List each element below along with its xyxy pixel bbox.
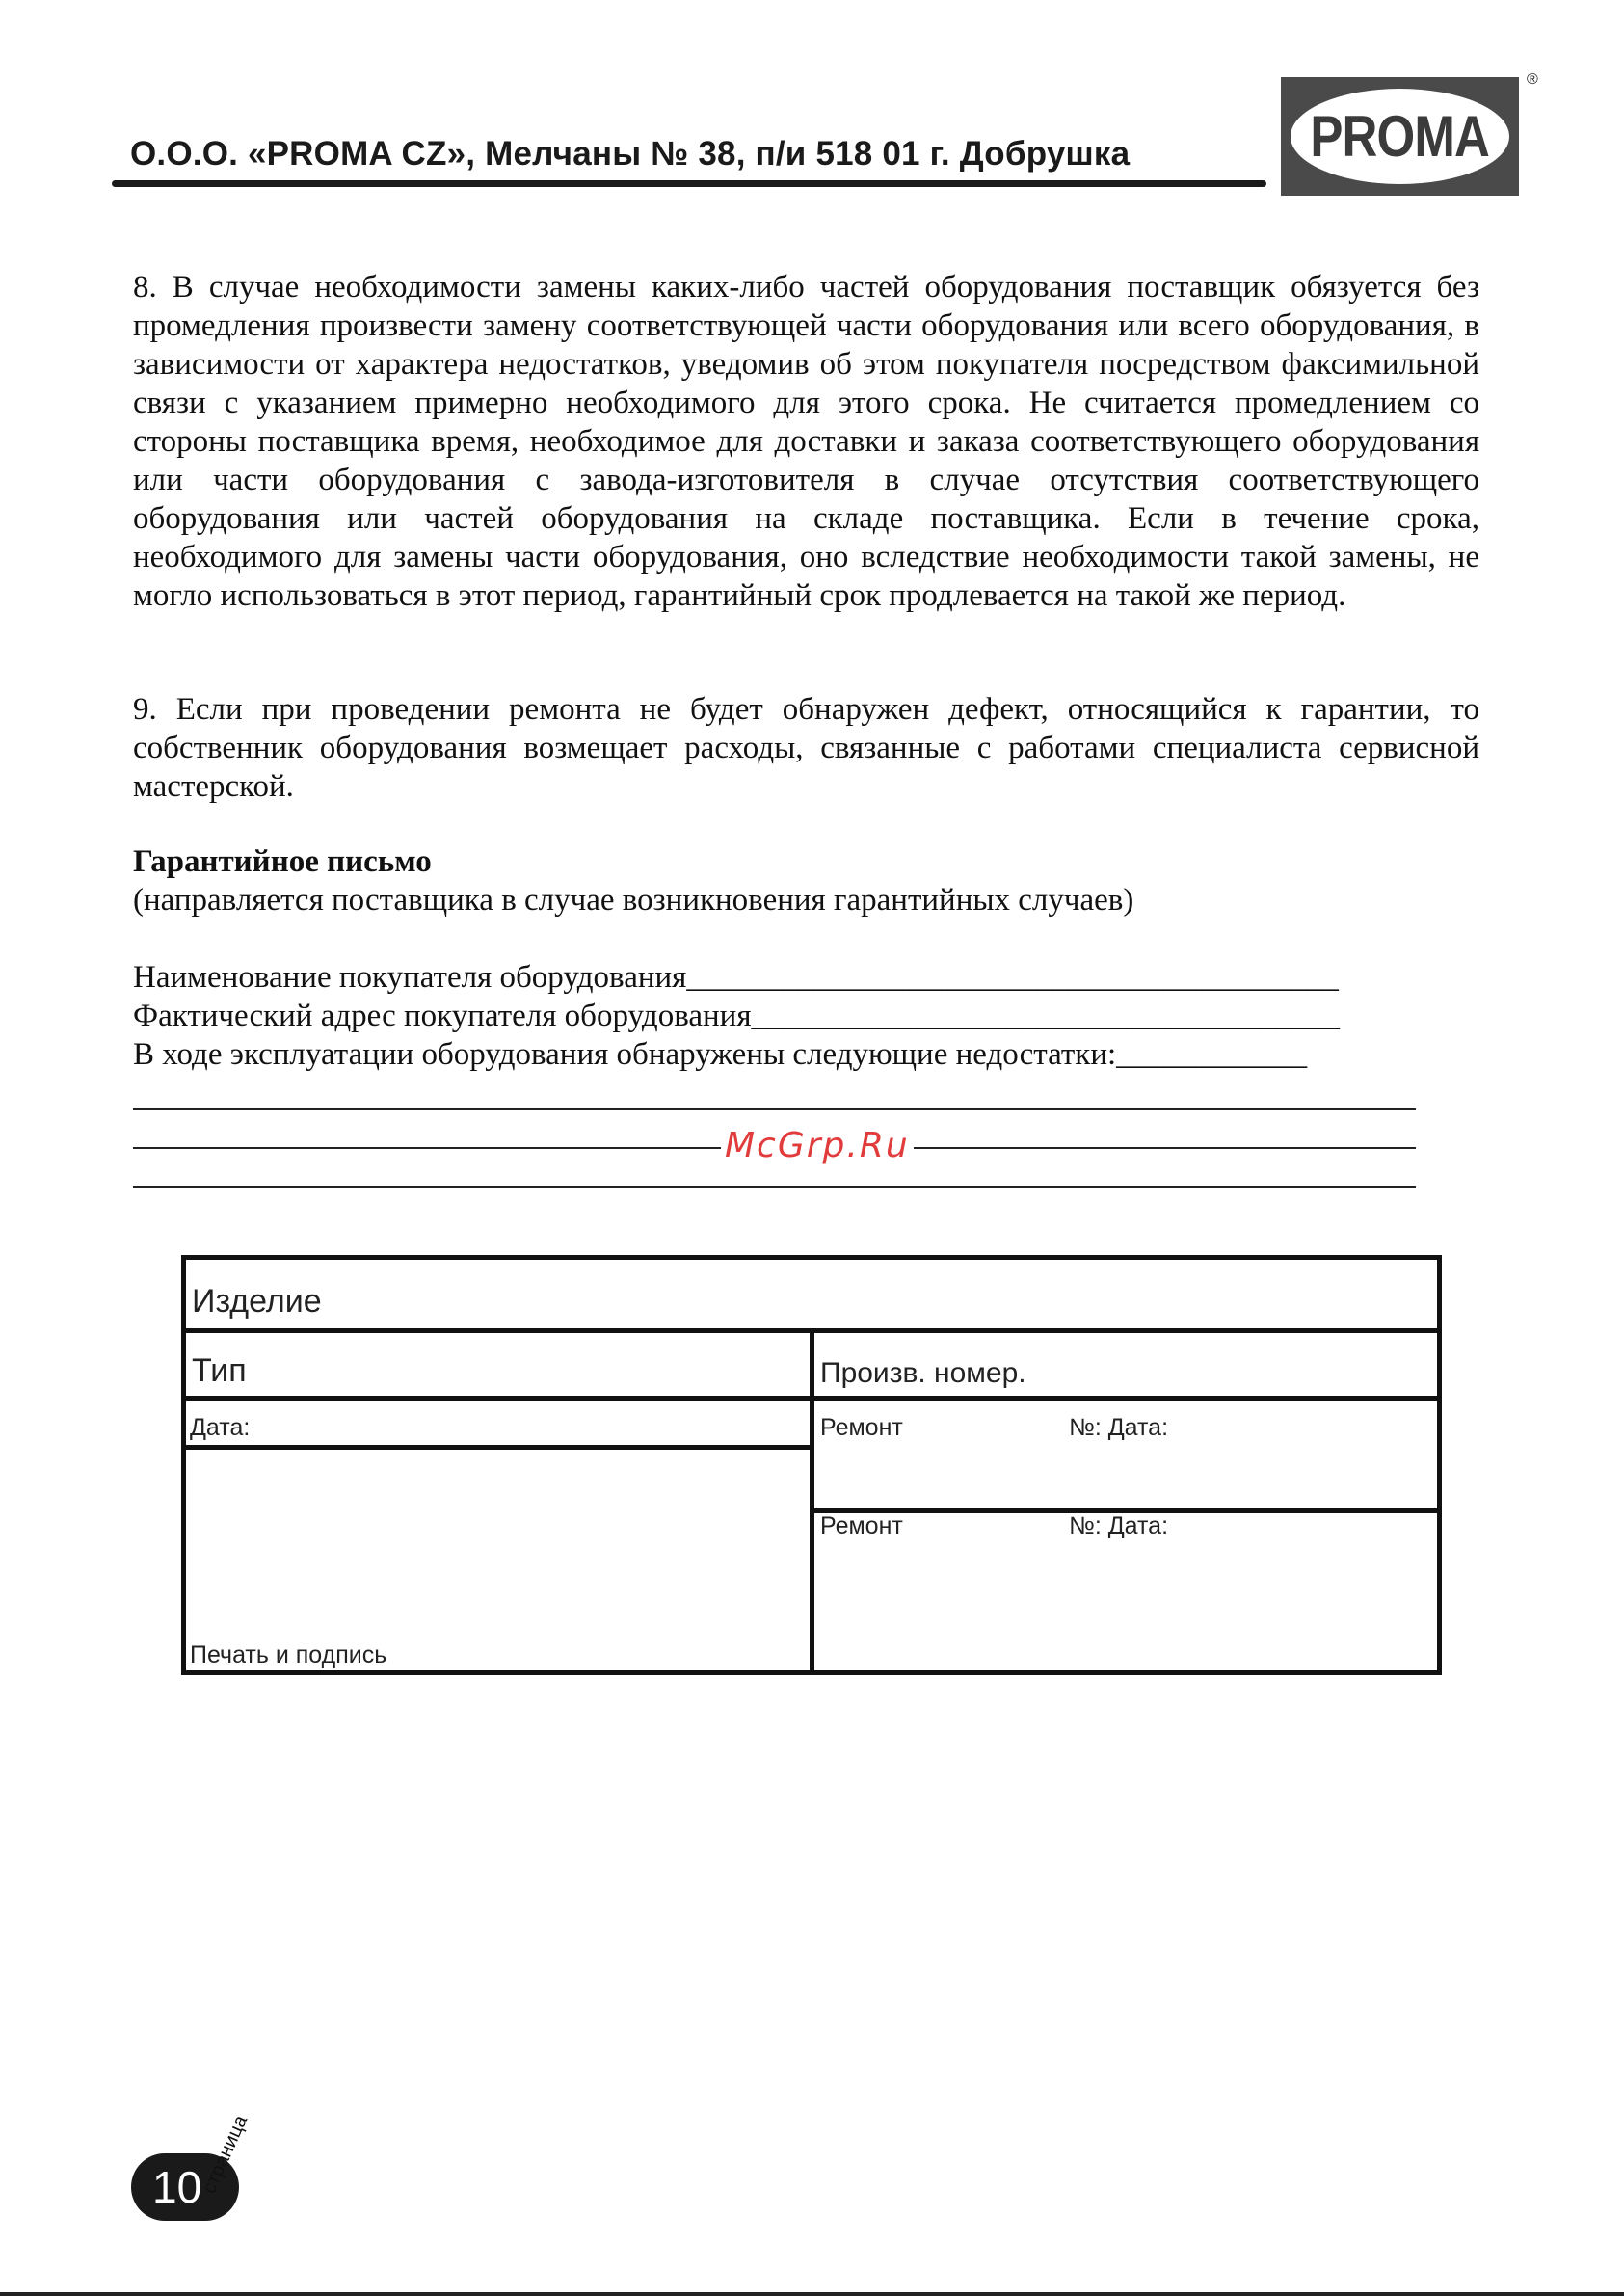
paragraph-9: 9. Если при проведении ремонта не будет обнаружен дефект, относящийся к гарантии, то собственник оборудования возмещает расходы, связанные с работами специалиста сервисной мастерской.	[133, 692, 1479, 804]
row-divider	[186, 1445, 810, 1450]
row-divider	[186, 1396, 1437, 1401]
guarantee-letter-title: Гарантийное письмо	[133, 844, 432, 879]
repair-1-number-date: №: Дата:	[1069, 1414, 1169, 1441]
repair-1-label: Ремонт	[820, 1414, 903, 1441]
buyer-name-field: Наименование покупателя оборудования_________________________________________	[133, 960, 1339, 995]
type-label: Тип	[192, 1352, 247, 1389]
blank-line	[133, 1108, 1416, 1110]
column-divider	[810, 1328, 814, 1670]
stamp-signature-label: Печать и подпись	[190, 1642, 387, 1669]
header-rule	[112, 180, 1266, 187]
warranty-form-table	[181, 1255, 1442, 1675]
product-label: Изделие	[192, 1283, 322, 1320]
page-word: страница	[199, 2112, 253, 2197]
registered-mark: ®	[1527, 71, 1538, 88]
paragraph-8: 8. В случае необходимости замены каких-либо частей оборудования поставщик обязуется без промедления произвести замену соответствующей части оборудования или всего оборудования, в зависимости от характера недостатков, уведомив об этом покупателя посредством факсимильной связи с указанием примерно необходимого для этого срока. Не считается промедлением со стороны поставщика время, необходимое для доставки и заказа соответствующего оборудования или части оборудования с завода-изготовителя в случае отсутствия соответствующего оборудования или частей оборудования на складе поставщика. Если в течение срока, необходимого для замены части оборудования, оно вследствие необходимости такой замены, не могло использоваться в этот период, гарантийный срок продлевается на такой же период.	[133, 270, 1479, 613]
serial-number-label: Произв. номер.	[820, 1357, 1026, 1389]
bottom-rule	[0, 2292, 1624, 2296]
repair-2-label: Ремонт	[820, 1512, 903, 1539]
logo-text: PROMA	[1310, 104, 1490, 169]
proma-logo	[1281, 77, 1519, 196]
company-header: О.О.О. «PROMA CZ», Мелчаны № 38, п/и 518 01 г. Добрушка	[130, 135, 1131, 173]
repair-2-number-date: №: Дата:	[1069, 1512, 1169, 1539]
buyer-address-field: Фактический адрес покупателя оборудования_____________________________________	[133, 999, 1341, 1033]
date-label: Дата:	[190, 1414, 251, 1441]
blank-line	[133, 1186, 1416, 1188]
watermark: McGrp.Ru	[721, 1126, 914, 1165]
defects-field: В ходе эксплуатации оборудования обнаружены следующие недостатки:____________	[133, 1037, 1308, 1072]
guarantee-letter-subtitle: (направляется поставщика в случае возникновения гарантийных случаев)	[133, 883, 1134, 918]
page-number: 10	[152, 2162, 202, 2212]
logo-ellipse	[1291, 89, 1509, 184]
